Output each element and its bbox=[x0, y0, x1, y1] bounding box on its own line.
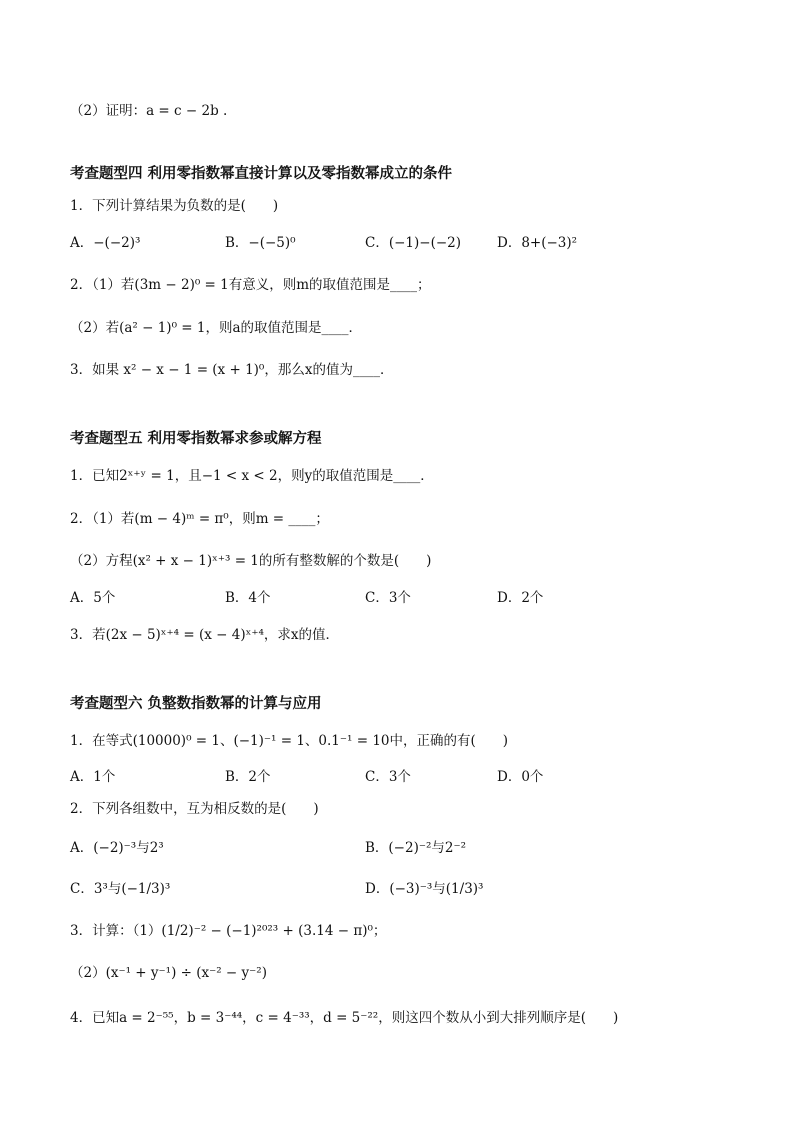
s6-q3b: （2）(x⁻¹ + y⁻¹) ÷ (x⁻² − y⁻²) bbox=[70, 965, 267, 981]
item2-proof: （2）证明：a = c − 2b . bbox=[70, 103, 228, 119]
s6-q2-options-row2 bbox=[70, 879, 710, 899]
s6-q1: 1．在等式(10000)⁰ = 1、(−1)⁻¹ = 1、0.1⁻¹ = 10中，正确的有( ) bbox=[70, 733, 509, 749]
option-b: B．2个 bbox=[225, 769, 271, 785]
section4-heading: 考查题型四 利用零指数幂直接计算以及零指数幂成立的条件 bbox=[70, 166, 453, 182]
section5-heading: 考查题型五 利用零指数幂求参或解方程 bbox=[70, 431, 322, 447]
s6-q4: 4．已知a = 2⁻⁵⁵，b = 3⁻⁴⁴，c = 4⁻³³，d = 5⁻²²，则这四个数从小到大排列顺序是( ) bbox=[70, 1010, 619, 1026]
option-b: B．−(−5)⁰ bbox=[225, 235, 296, 251]
option-d: D．(−3)⁻³与(1/3)³ bbox=[365, 881, 484, 897]
s6-q3a: 3．计算：（1）(1/2)⁻² − (−1)²⁰²³ + (3.14 − π)⁰； bbox=[70, 923, 387, 939]
s5-q2-options bbox=[70, 588, 710, 608]
option-d: D．0个 bbox=[497, 769, 544, 785]
option-a: A．1个 bbox=[70, 769, 116, 785]
s5-q3: 3．若(2x − 5)ˣ⁺⁴ = (x − 4)ˣ⁺⁴，求x的值． bbox=[70, 627, 339, 643]
s5-q2b: （2）方程(x² + x − 1)ˣ⁺³ = 1的所有整数解的个数是( ) bbox=[70, 553, 432, 569]
option-a: A．−(−2)³ bbox=[70, 235, 141, 251]
s4-q2b: （2）若(a² − 1)⁰ = 1，则a的取值范围是____． bbox=[70, 320, 363, 336]
s6-q2-options-row1 bbox=[70, 838, 710, 858]
s5-q2a: 2．（1）若(m − 4)ᵐ = π⁰，则m = ____； bbox=[70, 511, 329, 527]
option-c: C．3个 bbox=[365, 590, 411, 606]
option-c: C．3³与(−1/3)³ bbox=[70, 881, 171, 897]
s6-q1-options bbox=[70, 767, 710, 787]
option-a: A．5个 bbox=[70, 590, 116, 606]
option-b: B．(−2)⁻²与2⁻² bbox=[365, 840, 467, 856]
option-c: C．(−1)−(−2) bbox=[365, 235, 462, 251]
s5-q1: 1．已知2ˣ⁺ʸ = 1，且−1 < x < 2，则y的取值范围是____． bbox=[70, 468, 434, 484]
s4-q1-options bbox=[70, 233, 710, 253]
s4-q2a: 2．（1）若(3m − 2)⁰ = 1有意义，则m的取值范围是____； bbox=[70, 277, 431, 293]
option-c: C．3个 bbox=[365, 769, 411, 785]
s6-q2: 2．下列各组数中，互为相反数的是( ) bbox=[70, 801, 319, 817]
option-d: D．8+(−3)² bbox=[497, 235, 578, 251]
option-b: B．4个 bbox=[225, 590, 271, 606]
section6-heading: 考查题型六 负整数指数幂的计算与应用 bbox=[70, 696, 322, 712]
s4-q3: 3．如果 x² − x − 1 = (x + 1)⁰，那么x的值为____． bbox=[70, 362, 394, 378]
s4-q1: 1．下列计算结果为负数的是( ) bbox=[70, 198, 279, 214]
option-d: D．2个 bbox=[497, 590, 544, 606]
option-a: A．(−2)⁻³与2³ bbox=[70, 840, 164, 856]
